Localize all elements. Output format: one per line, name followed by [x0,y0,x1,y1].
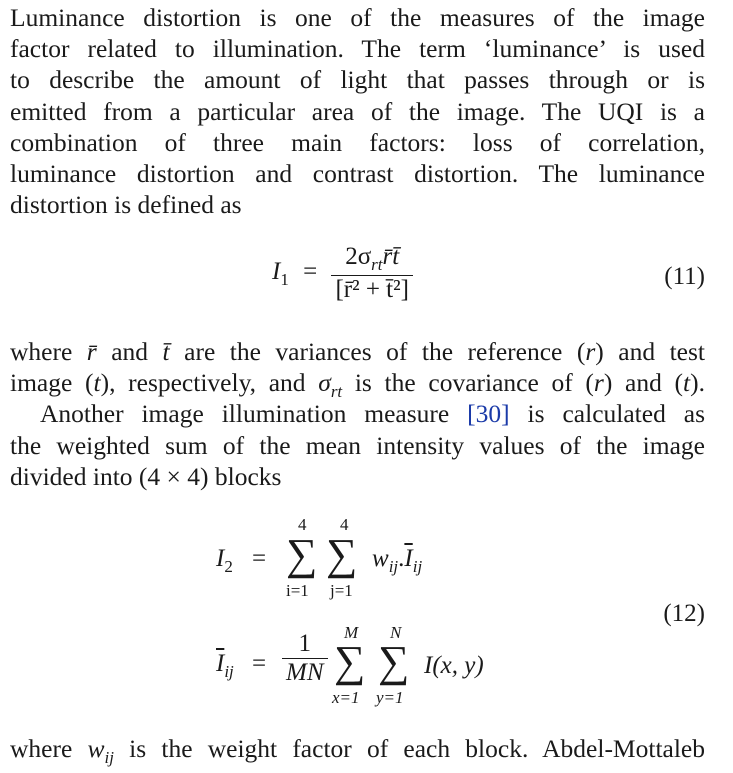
text-line: combination of three main factors: loss of correlation, [10,127,705,157]
text-line: divided into (4 × 4) blocks [10,461,282,491]
text-line: to describe the amount of light that passes through or is [10,65,705,95]
summation-symbol: ∑ [378,637,410,686]
equation-12-line-2: $\overline{I}_{ij}$ = $\frac{1}{MN}$ M N ∑ ∑ x=1 y=1 I(x, y) [216,623,484,707]
equation-number-11: (11) [664,263,705,290]
sum-upper-limit: N [390,623,402,642]
eq11-num-sub: rt [371,255,383,274]
citation-link[interactable]: [30] [467,399,510,429]
text-line: image (t), respectively, and $\sigma_{rt}$ is the covariance of (r) and (t). [10,368,705,402]
eq12-fraction [282,630,328,687]
text-line: factor related to illumination. The term ‘luminance’ is used [10,34,705,64]
text-line: where r̄ and t̄ are the variances of the reference (r) and test [10,337,705,366]
paragraph-variances [10,336,705,492]
eq11-lhs: I [272,257,281,285]
equation-12-line-1: $I_2$ = 4 4 ∑ ∑ i=1 j=1 $w_{ij}.\overline{I}_{ij}$ [216,515,423,600]
sum-lower-limit: i=1 [286,581,309,600]
eq11-num-tail: r̄t̄ [382,243,400,270]
text-line: emitted from a particular area of the image. The UQI is a [10,96,705,126]
sum-upper-limit: 4 [298,515,307,534]
text-line: the weighted sum of the mean intensity values of the image [10,430,705,460]
sum-lower-limit: x=1 [332,688,360,707]
sum-lower-limit: j=1 [330,581,353,600]
summation-symbol: ∑ [334,637,366,686]
summation-symbol: ∑ [326,530,358,579]
text-line: luminance distortion and contrast distortion. The luminance [10,158,705,188]
eq12-lhs1: I [216,545,225,572]
eq11-numerator: 2σ [345,243,372,270]
equation-number-12: (12) [663,600,705,627]
eq12-lhs2: $\overline{I}$ [216,650,225,677]
eq12-frac-num: 1 [298,630,311,657]
eq12-frac-den: MN [286,659,324,686]
text-line: Luminance distortion is one of the measures of the image [10,3,705,32]
sum-lower-limit: y=1 [376,688,404,707]
sum-upper-limit: 4 [340,515,349,534]
summation-symbol: ∑ [286,530,318,579]
paragraph-luminance-intro [10,2,705,220]
eq11-lhs-sub: 1 [280,269,289,289]
text-line: where $w_{ij}$ is the weight factor of each block. Abdel-Mottaleb [10,734,705,768]
eq12-weight: w [372,545,389,572]
eq12-intensity-term: I(x, y) [424,652,484,679]
eq11-fraction [331,243,413,304]
text-line: distortion is defined as [10,190,242,220]
text-line: Another image illumination measure [30] is calculated as [40,399,705,429]
sum-upper-limit: M [344,623,359,642]
eq11-denominator: [r̄² + t̄²] [331,275,413,304]
eq12-lhs1-sub: 2 [224,557,233,576]
equation-11: $I_1$ = $\frac{2\sigma_{rt}r̄t̄}{\text{[r̄² + t̄²]}}$ [272,243,413,304]
eq12-mean-intensity: $\overline{I}$ [404,545,413,572]
